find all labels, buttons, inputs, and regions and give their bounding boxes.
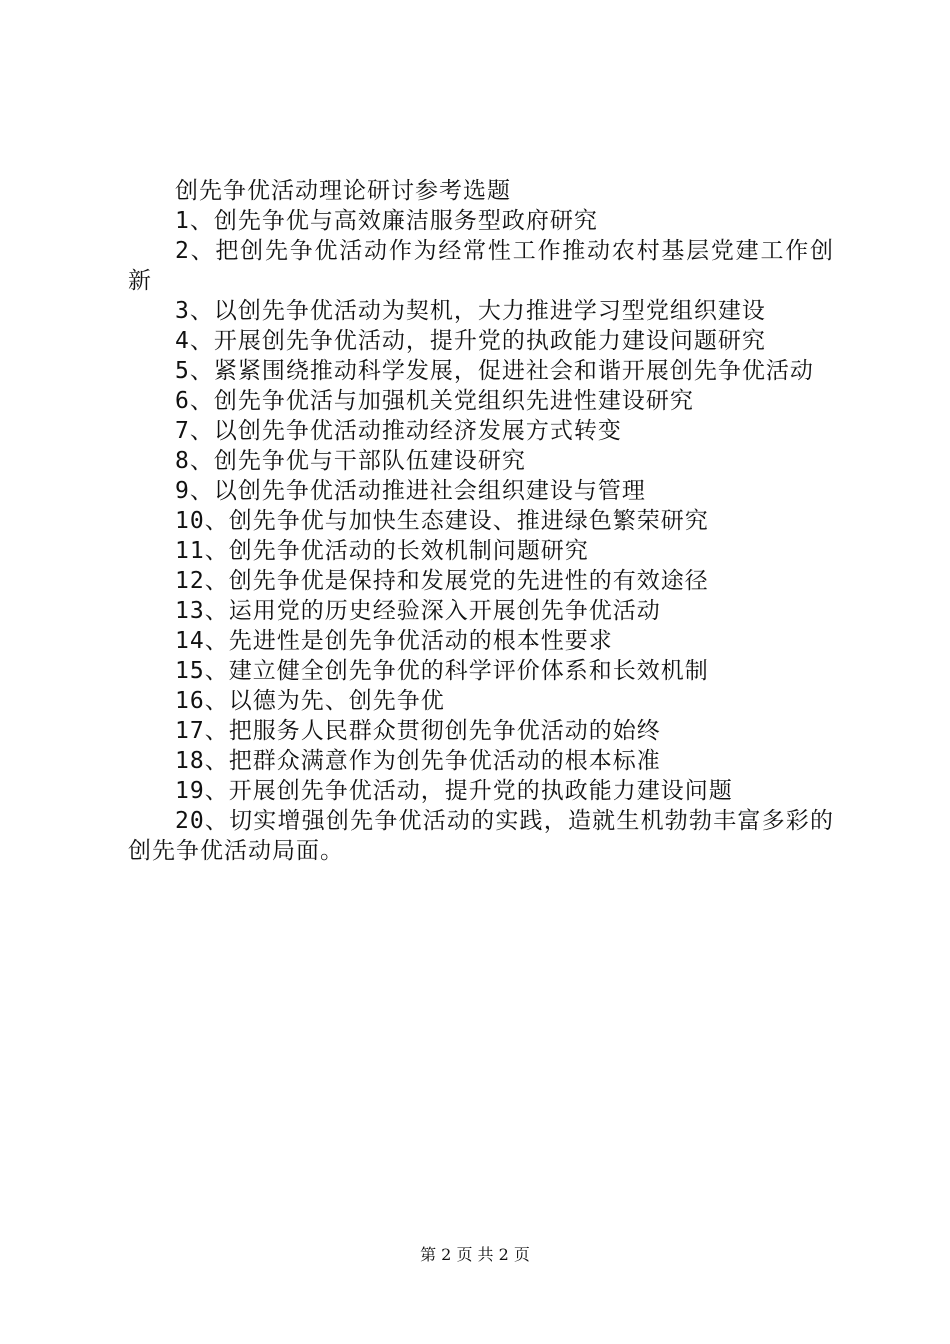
page-number-footer: 第 2 页 共 2 页 — [420, 1245, 530, 1264]
list-item: 6、创先争优活与加强机关党组织先进性建设研究 — [175, 388, 694, 414]
list-item: 3、以创先争优活动为契机，大力推进学习型党组织建设 — [175, 298, 766, 324]
document-body — [128, 176, 834, 866]
list-item: 5、紧紧围绕推动科学发展，促进社会和谐开展创先争优活动 — [175, 358, 814, 384]
document-title: 创先争优活动理论研讨参考选题 — [175, 178, 511, 204]
list-item: 10、创先争优与加快生态建设、推进绿色繁荣研究 — [175, 508, 709, 534]
list-item: 2、把创先争优活动作为经常性工作推动农村基层党建工作创新 — [128, 238, 834, 294]
list-item: 11、创先争优活动的长效机制问题研究 — [175, 538, 589, 564]
list-item: 8、创先争优与干部队伍建设研究 — [175, 448, 526, 474]
list-item: 7、以创先争优活动推动经济发展方式转变 — [175, 418, 622, 444]
list-item: 18、把群众满意作为创先争优活动的根本标准 — [175, 748, 661, 774]
list-item: 4、开展创先争优活动，提升党的执政能力建设问题研究 — [175, 328, 766, 354]
list-item: 19、开展创先争优活动，提升党的执政能力建设问题 — [175, 778, 733, 804]
list-item: 17、把服务人民群众贯彻创先争优活动的始终 — [175, 718, 661, 744]
list-item: 16、以德为先、创先争优 — [175, 688, 445, 714]
list-item: 9、以创先争优活动推进社会组织建设与管理 — [175, 478, 646, 504]
list-item: 12、创先争优是保持和发展党的先进性的有效途径 — [175, 568, 709, 594]
list-item: 14、先进性是创先争优活动的根本性要求 — [175, 628, 613, 654]
list-item: 13、运用党的历史经验深入开展创先争优活动 — [175, 598, 661, 624]
list-item: 20、切实增强创先争优活动的实践，造就生机勃勃丰富多彩的创先争优活动局面。 — [128, 808, 834, 864]
list-item: 1、创先争优与高效廉洁服务型政府研究 — [175, 208, 598, 234]
list-item: 15、建立健全创先争优的科学评价体系和长效机制 — [175, 658, 709, 684]
